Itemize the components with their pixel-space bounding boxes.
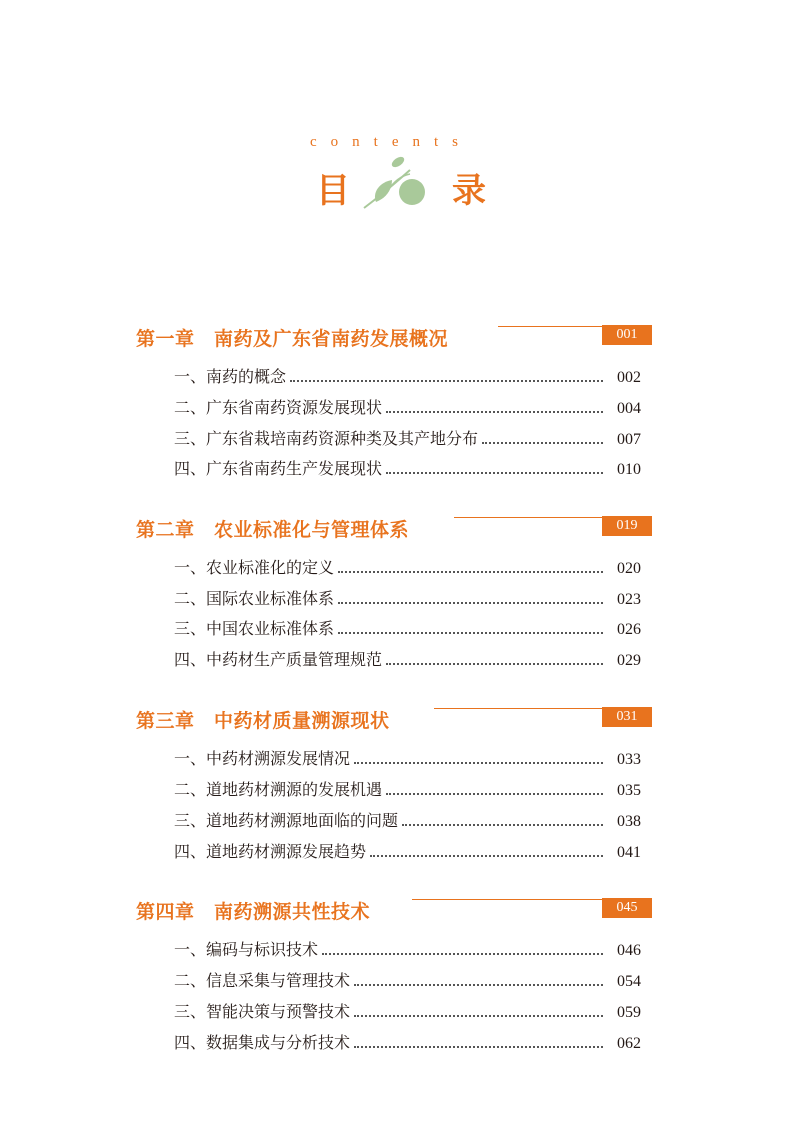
chapter-rule [454,517,602,518]
chapter-heading[interactable] [136,324,652,348]
title-char-left: 目 [316,171,350,211]
toc-entry[interactable] [174,778,641,800]
dot-leader [482,442,603,444]
toc-entry[interactable] [174,840,641,862]
chapter-page-badge: 031 [602,707,652,727]
entry-page: 007 [617,431,641,448]
entry-page: 046 [617,942,641,959]
dot-leader [386,472,603,474]
dot-leader [402,824,603,826]
toc-entry[interactable] [174,1031,641,1053]
chapter-page-badge: 019 [602,516,652,536]
chapter-heading[interactable] [136,897,652,921]
entry-title: 三、智能决策与预警技术 [174,1002,351,1021]
entry-title: 二、广东省南药资源发展现状 [174,398,383,417]
entry-title: 三、中国农业标准体系 [174,619,335,638]
dot-leader [386,663,603,665]
dot-leader [322,953,603,955]
toc-entry[interactable] [174,556,641,578]
entry-title: 三、道地药材溯源地面临的问题 [174,811,399,830]
chapter-heading[interactable] [136,706,652,730]
entry-page: 002 [617,369,641,386]
entry-title: 二、道地药材溯源的发展机遇 [174,780,383,799]
chapter-title: 第三章 中药材质量溯源现状 [136,710,390,732]
chapter-rule [412,899,602,900]
dot-leader [338,632,603,634]
entry-page: 035 [617,782,641,799]
toc-entry[interactable] [174,396,641,418]
toc-entry[interactable] [174,427,641,449]
entry-title: 四、数据集成与分析技术 [174,1033,351,1052]
dot-leader [370,855,603,857]
dot-leader [354,762,603,764]
dot-leader [386,793,603,795]
toc-entry[interactable] [174,809,641,831]
dot-leader [338,571,603,573]
dot-leader [354,984,603,986]
dot-leader [290,380,603,382]
toc-entry[interactable] [174,617,641,639]
dot-leader [354,1015,603,1017]
toc-entry[interactable] [174,938,641,960]
toc-entry[interactable] [174,1000,641,1022]
toc-entry[interactable] [174,648,641,670]
entry-title: 一、编码与标识技术 [174,940,319,959]
entry-page: 033 [617,751,641,768]
chapter-rule [434,708,602,709]
entry-title: 四、中药材生产质量管理规范 [174,650,383,669]
toc-entry[interactable] [174,587,641,609]
chapter-heading[interactable] [136,515,652,539]
entry-title: 一、南药的概念 [174,367,287,386]
entry-title: 一、中药材溯源发展情况 [174,749,351,768]
toc-entry[interactable] [174,747,641,769]
entry-page: 020 [617,560,641,577]
leaf-branch-icon [358,152,438,212]
contents-word: contents [310,134,472,150]
title-char-right: 录 [452,171,486,211]
dot-leader [338,602,603,604]
entry-title: 三、广东省栽培南药资源种类及其产地分布 [174,429,479,448]
entry-page: 029 [617,652,641,669]
entry-page: 004 [617,400,641,417]
entry-page: 010 [617,461,641,478]
entry-title: 四、广东省南药生产发展现状 [174,459,383,478]
chapter-page-badge: 001 [602,325,652,345]
entry-page: 062 [617,1035,641,1052]
entry-page: 059 [617,1004,641,1021]
toc-entry[interactable] [174,969,641,991]
entry-page: 026 [617,621,641,638]
chapter-title: 第四章 南药溯源共性技术 [136,901,371,923]
chapter-title: 第一章 南药及广东省南药发展概况 [136,328,449,350]
toc-entry[interactable] [174,457,641,479]
toc-header [0,0,800,230]
entry-page: 038 [617,813,641,830]
entry-title: 二、国际农业标准体系 [174,589,335,608]
entry-title: 二、信息采集与管理技术 [174,971,351,990]
entry-page: 023 [617,591,641,608]
dot-leader [386,411,603,413]
entry-page: 054 [617,973,641,990]
entry-title: 一、农业标准化的定义 [174,558,335,577]
entry-title: 四、道地药材溯源发展趋势 [174,842,367,861]
chapter-page-badge: 045 [602,898,652,918]
entry-page: 041 [617,844,641,861]
dot-leader [354,1046,603,1048]
chapter-rule [498,326,602,327]
toc-entry[interactable] [174,365,641,387]
chapter-title: 第二章 农业标准化与管理体系 [136,519,410,541]
